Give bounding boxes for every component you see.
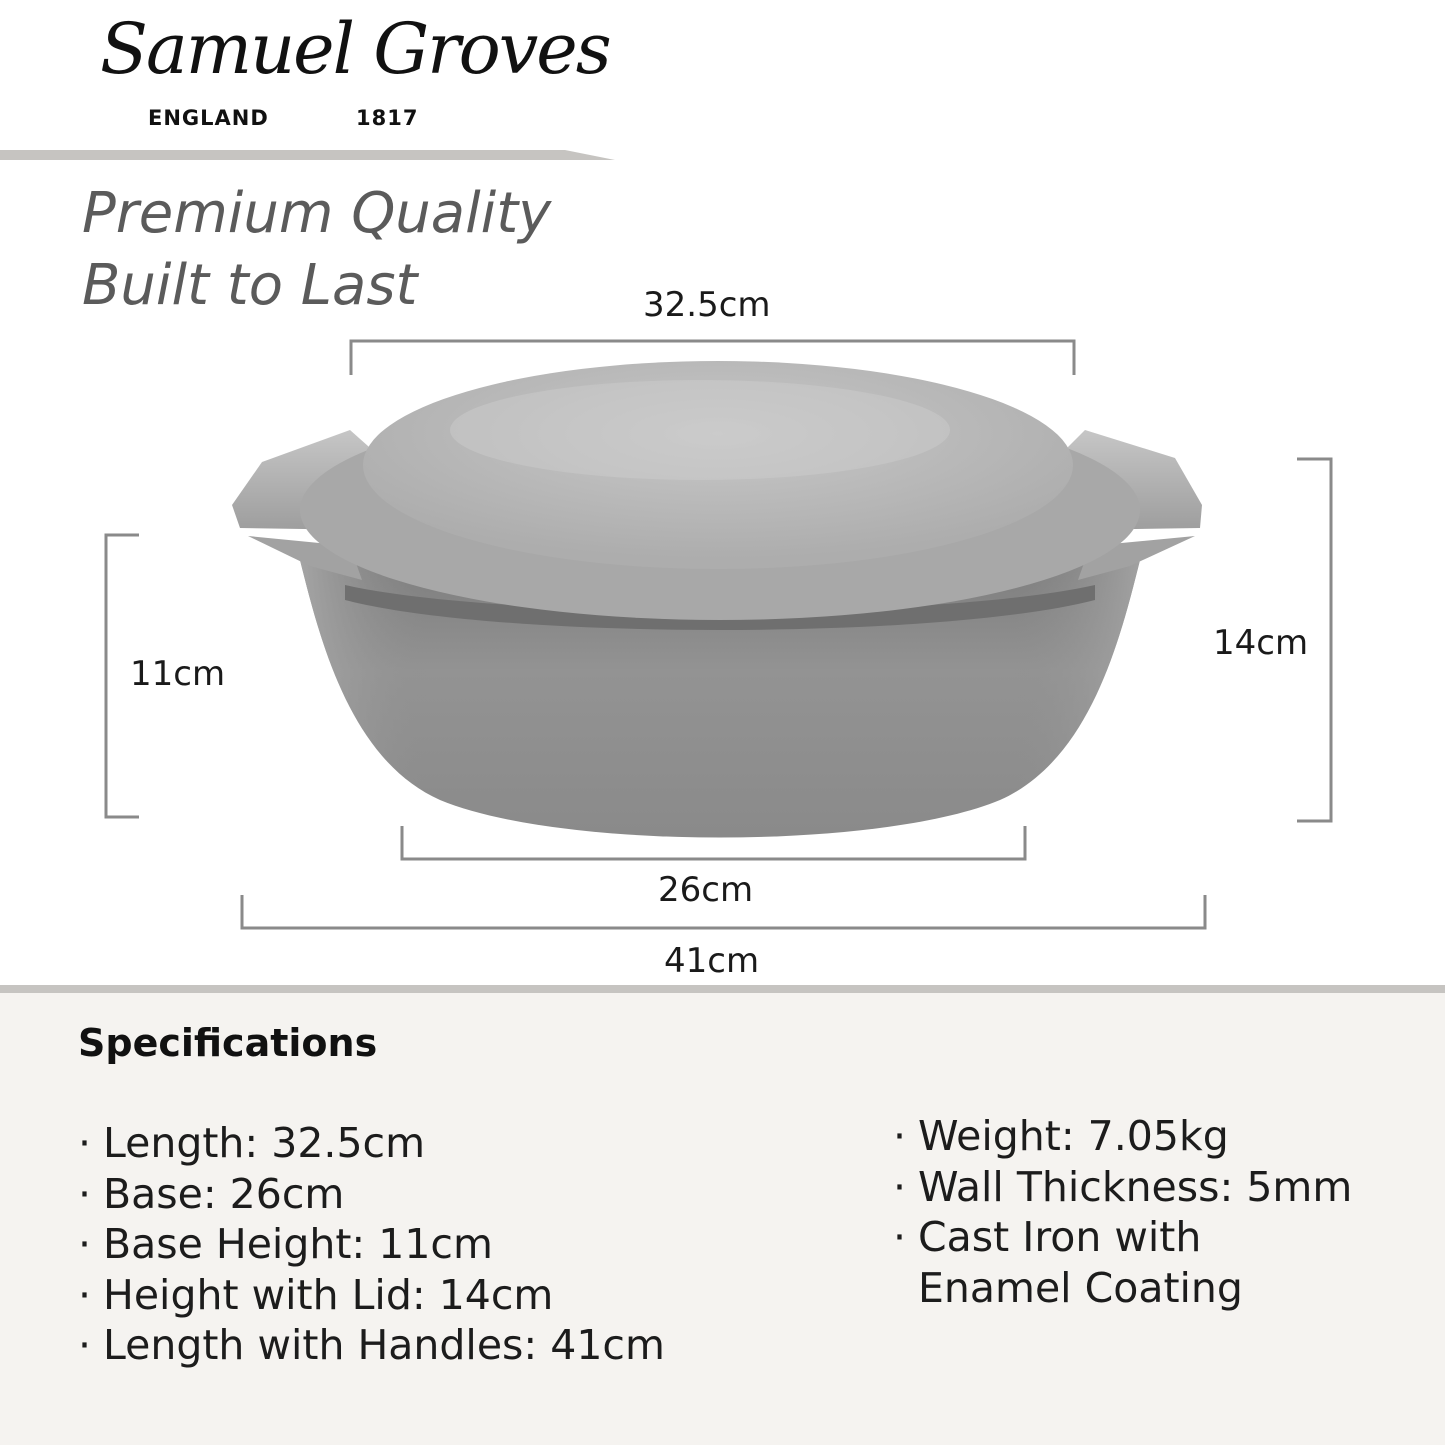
specifications-list-left: [78, 1118, 665, 1371]
casserole-pot-image: [232, 361, 1202, 838]
specifications-title: Specifications: [78, 1021, 378, 1065]
spec-item-base: · Base: 26cm: [78, 1169, 665, 1220]
brand-year: 1817: [356, 106, 419, 130]
headline-line-1: Premium Quality: [82, 181, 552, 246]
spec-item-weight: · Weight: 7.05kg: [893, 1111, 1352, 1162]
specifications-divider: [0, 985, 1445, 993]
spec-item-length-with-handles: · Length with Handles: 41cm: [78, 1320, 665, 1371]
spec-item-length: · Length: 32.5cm: [78, 1118, 665, 1169]
spec-item-wall-thickness: · Wall Thickness: 5mm: [893, 1162, 1352, 1213]
spec-item-height-with-lid: · Height with Lid: 14cm: [78, 1270, 665, 1321]
spec-item-material: · Cast Iron with Enamel Coating: [893, 1212, 1278, 1313]
specifications-list-right: [893, 1111, 1352, 1313]
dimension-height-with-lid-label: 14cm: [1213, 623, 1309, 663]
dimension-length-with-handles-label: 41cm: [664, 941, 760, 981]
dimension-base-label: 26cm: [658, 870, 754, 910]
dimension-length-label: 32.5cm: [643, 285, 771, 325]
headline-line-2: Built to Last: [82, 253, 418, 318]
dimension-base-height-label: 11cm: [130, 654, 226, 694]
brand-origin: ENGLAND: [148, 106, 269, 130]
brand-logo: Samuel Groves: [100, 8, 610, 90]
spec-item-base-height: · Base Height: 11cm: [78, 1219, 665, 1270]
